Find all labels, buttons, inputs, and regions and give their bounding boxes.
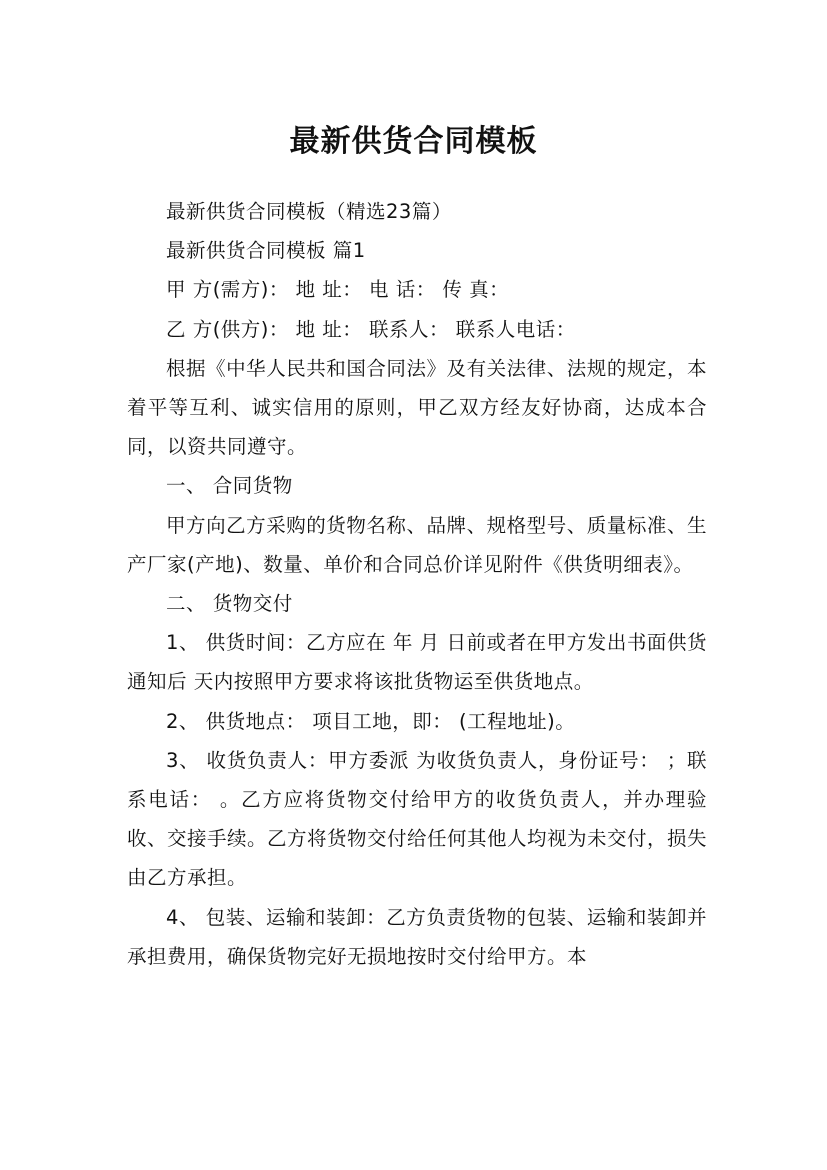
- paragraph-party-a: 甲 方(需方)： 地 址： 电 话： 传 真：: [166, 278, 510, 302]
- paragraph-delivery-place: 2、 供货地点： 项目工地，即： (工程地址)。: [166, 709, 576, 733]
- paragraph-heading-delivery: 二、 货物交付: [166, 592, 293, 616]
- document-body: [127, 192, 707, 976]
- paragraph-goods-detail: 甲方向乙方采购的货物名称、品牌、规格型号、质量标准、生产厂家(产地)、数量、单价和合同总价详见附件《供货明细表》。: [127, 513, 707, 576]
- paragraph-packaging: 4、 包装、运输和装卸：乙方负责货物的包装、运输和装卸并承担费用，确保货物完好无损地按时交付给甲方。本: [127, 905, 707, 968]
- paragraph-receiver: 3、 收货负责人：甲方委派 为收货负责人，身份证号： ；联系电话： 。乙方应将货物交付给甲方的收货负责人，并办理验收、交接手续。乙方将货物交付给任何其他人均视为未交付，损失由乙方承担。: [127, 748, 708, 890]
- paragraph-subtitle: 最新供货合同模板（精选23篇）: [166, 200, 452, 223]
- paragraph-party-b: 乙 方(供方)： 地 址： 联系人： 联系人电话：: [166, 317, 576, 341]
- paragraph-section-heading: 最新供货合同模板 篇1: [166, 239, 366, 263]
- paragraph-heading-goods: 一、 合同货物: [166, 474, 293, 498]
- paragraph-preamble: 根据《中华人民共和国合同法》及有关法律、法规的规定，本着平等互利、诚实信用的原则，甲乙双方经友好协商，达成本合同，以资共同遵守。: [127, 356, 707, 459]
- paragraph-delivery-time: 1、 供货时间：乙方应在 年 月 日前或者在甲方发出书面供货通知后 天内按照甲方要求将该批货物运至供货地点。: [127, 631, 707, 694]
- document-title: 最新供货合同模板: [289, 124, 538, 160]
